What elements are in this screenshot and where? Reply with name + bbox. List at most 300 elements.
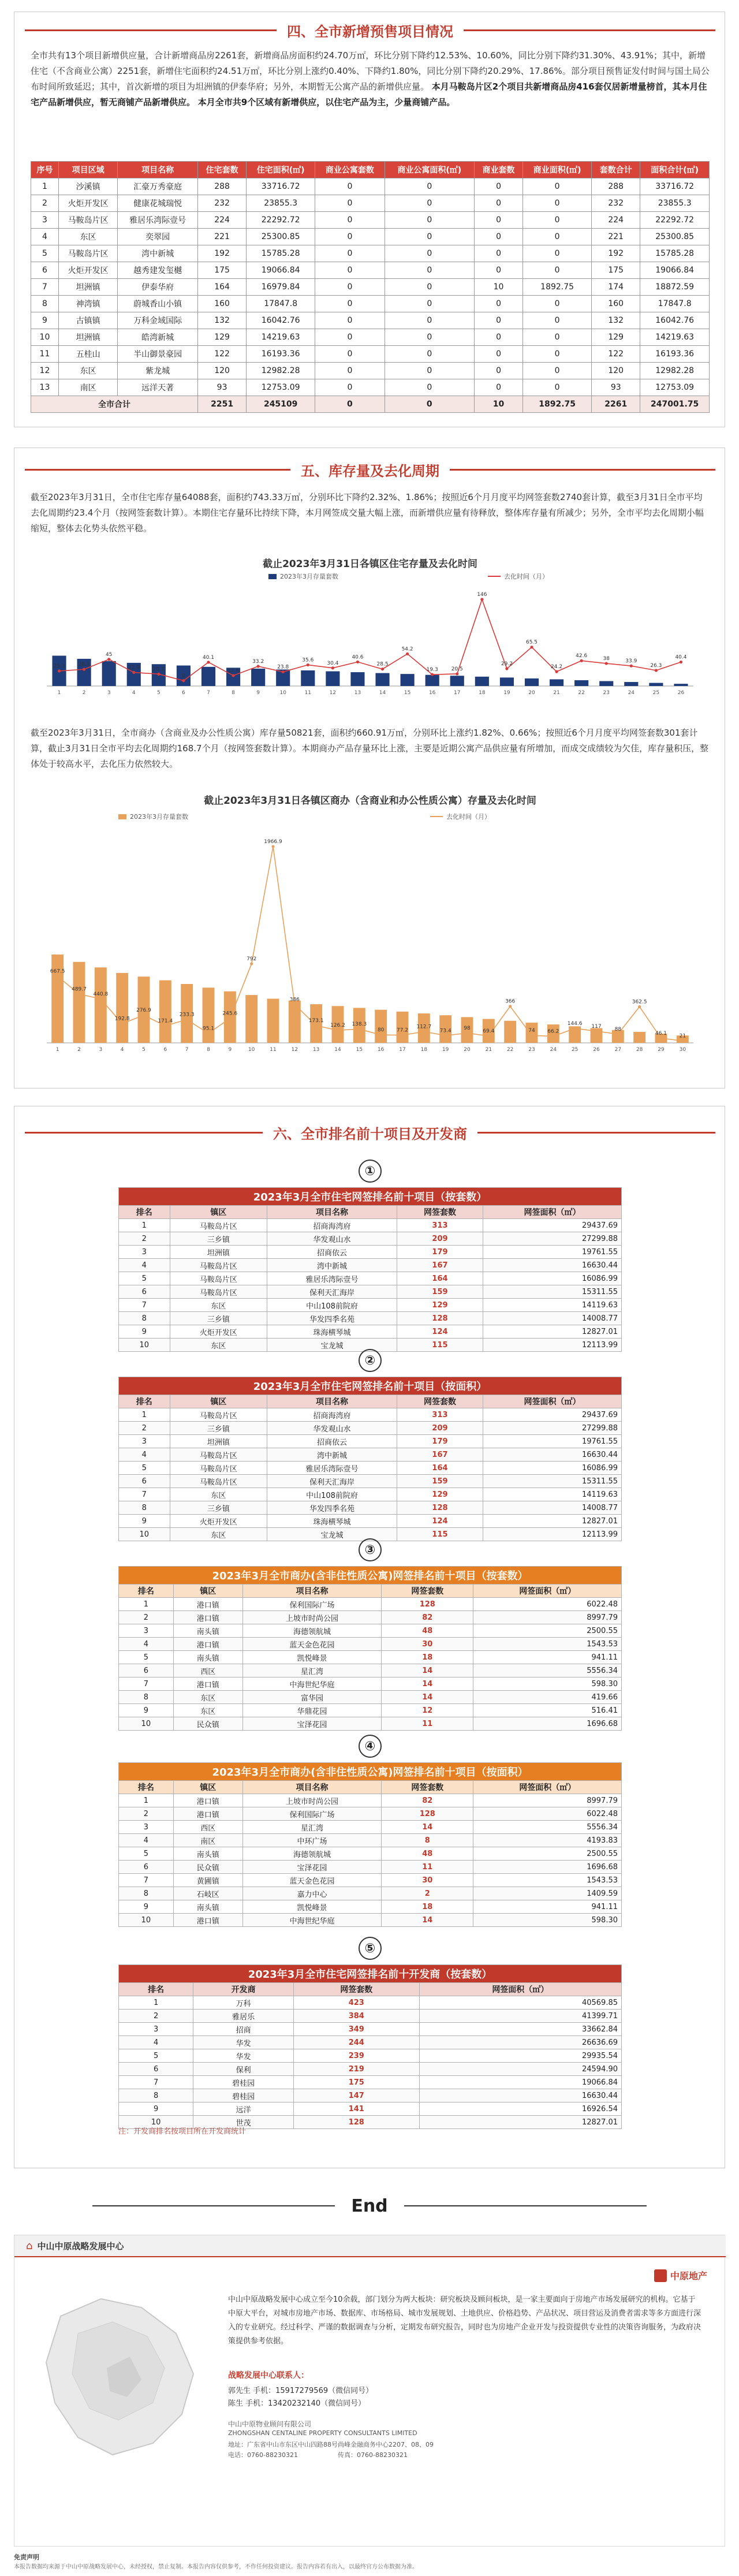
table-cell: 15785.28 xyxy=(247,245,315,262)
table-cell: 2 xyxy=(119,2010,193,2023)
table-row xyxy=(119,1285,622,1299)
column-header: 网签套数 xyxy=(382,1781,473,1794)
table-cell: 马鞍岛片区 xyxy=(170,1408,267,1422)
table-cell: 25300.85 xyxy=(640,229,710,245)
table-cell: 保利 xyxy=(193,2063,294,2076)
table-cell: 16086.99 xyxy=(483,1272,622,1285)
table-cell: 23855.3 xyxy=(247,195,315,212)
table-cell: 2500.55 xyxy=(473,1847,622,1861)
table-cell: 招商依云 xyxy=(267,1435,397,1448)
table-row xyxy=(119,1807,622,1821)
table-row xyxy=(119,2102,622,2116)
column-header: 网签面积（㎡） xyxy=(473,1781,622,1794)
line-point xyxy=(509,1005,512,1008)
table-cell: 6 xyxy=(119,2063,193,2076)
table-row xyxy=(119,1677,622,1691)
rank-table-2 xyxy=(118,1377,622,1541)
table-row xyxy=(119,1232,622,1246)
table-row xyxy=(119,1847,622,1861)
end-marker xyxy=(14,2194,725,2217)
column-header: 镇区 xyxy=(173,1781,242,1794)
table-row xyxy=(119,1325,622,1339)
table-cell: 万科 xyxy=(193,1996,294,2010)
table-cell: 南区 xyxy=(58,379,117,396)
house-icon: ⌂ xyxy=(26,2239,33,2252)
table-cell: 伊泰华府 xyxy=(118,279,198,296)
table-cell: 雅居乐湾际壹号 xyxy=(118,212,198,229)
table-cell: 0 xyxy=(315,212,385,229)
table-cell: 2261 xyxy=(592,396,640,413)
table-cell: 蓝天金色花园 xyxy=(242,1638,381,1651)
tick-label: 20 xyxy=(528,690,535,696)
table-cell: 星汇湾 xyxy=(242,1664,381,1677)
table-cell: 3 xyxy=(119,1821,174,1834)
table-cell: 48 xyxy=(382,1847,473,1861)
legend-bar-swatch xyxy=(268,574,277,579)
table-cell: 8 xyxy=(31,296,59,312)
column-header: 网签套数 xyxy=(382,1585,473,1598)
tick-label: 4 xyxy=(132,690,136,696)
end-line-left xyxy=(92,2205,335,2206)
column-header: 排名 xyxy=(119,1983,193,1996)
bar xyxy=(674,684,688,686)
table-cell: 湾中新城 xyxy=(118,245,198,262)
table-cell: 半山御景豪园 xyxy=(118,346,198,363)
line-point xyxy=(605,662,608,665)
section4-text-2: 本月马鞍岛片区2个项目共新增商品房416套仅居新增量榜首，其本月住宅产品新增供应，暂无商铺产品新增供应。 xyxy=(31,81,707,107)
data-label: 9 xyxy=(182,673,185,679)
table-cell: 8997.79 xyxy=(473,1794,622,1807)
data-label: 73.4 xyxy=(439,1028,451,1034)
table-cell: 东区 xyxy=(173,1691,242,1704)
data-label: 171.4 xyxy=(158,1018,173,1024)
line-point xyxy=(680,661,682,663)
table-header-row xyxy=(31,162,710,178)
table-cell: 华发四季名苑 xyxy=(267,1312,397,1325)
table-cell: 10 xyxy=(31,329,59,346)
table-cell: 26636.69 xyxy=(419,2036,621,2049)
table-cell: 516.41 xyxy=(473,1704,622,1717)
table-cell: 598.30 xyxy=(473,1677,622,1691)
table-cell: 5 xyxy=(119,1847,174,1861)
line-point xyxy=(555,670,558,673)
table-cell: 7 xyxy=(119,1299,170,1312)
line-point xyxy=(331,666,334,669)
table-cell: 奕翠园 xyxy=(118,229,198,245)
line-point xyxy=(573,1027,576,1030)
table-row xyxy=(119,1874,622,1887)
line-point xyxy=(282,670,285,673)
table-cell: 火炬开发区 xyxy=(58,195,117,212)
table-cell: 宝泽花园 xyxy=(242,1861,381,1874)
section4-title: 四、全市新增预售项目情况 xyxy=(14,17,726,43)
table-cell: 7 xyxy=(119,1488,170,1501)
tick-label: 17 xyxy=(454,690,461,696)
contact-1: 郭先生 手机：15917279569（微信同号） xyxy=(228,2387,374,2395)
line-point xyxy=(358,1027,361,1030)
table-row xyxy=(119,1611,622,1624)
table-cell: 古镇镇 xyxy=(58,312,117,329)
new-supply-table xyxy=(31,161,710,413)
table-cell: 6 xyxy=(119,1861,174,1874)
table-cell: 9 xyxy=(31,312,59,329)
table-cell: 132 xyxy=(592,312,640,329)
table-cell: 0 xyxy=(385,363,474,379)
data-label: 792 xyxy=(247,956,257,963)
table-cell: 0 xyxy=(523,195,592,212)
table-row xyxy=(119,1651,622,1664)
table-cell: 19761.55 xyxy=(483,1246,622,1259)
company-en: ZHONGSHAN CENTALINE PROPERTY CONSULTANTS LIMITED xyxy=(228,2429,417,2437)
bar xyxy=(95,967,107,1043)
table-cell: 0 xyxy=(315,229,385,245)
table-cell: 82 xyxy=(382,1794,473,1807)
rank-table-4-number: ④ xyxy=(359,1735,382,1758)
table-cell: 12113.99 xyxy=(483,1339,622,1352)
table-cell: 1696.68 xyxy=(473,1861,622,1874)
table-cell: 12827.01 xyxy=(419,2116,621,2129)
table-row xyxy=(31,329,710,346)
table-cell: 蔚城香山小镇 xyxy=(118,296,198,312)
line-point xyxy=(77,993,80,996)
table-cell: 华发 xyxy=(193,2049,294,2063)
bar xyxy=(375,1010,387,1043)
table-cell: 港口镇 xyxy=(173,1638,242,1651)
company-tel: 电话：0760-88230321 xyxy=(228,2451,298,2459)
table-row xyxy=(119,1717,622,1731)
table-cell: 598.30 xyxy=(473,1914,622,1927)
data-label: 19.3 xyxy=(426,667,438,673)
table-row xyxy=(119,1834,622,1847)
tick-label: 23 xyxy=(528,1047,535,1053)
table-cell: 5 xyxy=(119,1462,170,1475)
table-cell: 0 xyxy=(385,195,474,212)
tick-label: 12 xyxy=(291,1047,298,1053)
table-cell: 3 xyxy=(119,1624,174,1638)
table-row xyxy=(119,1299,622,1312)
table-cell: 12982.28 xyxy=(640,363,710,379)
table-cell: 5 xyxy=(31,245,59,262)
table-row xyxy=(119,1704,622,1717)
data-label: 35.6 xyxy=(302,657,314,663)
table-cell: 0 xyxy=(474,312,522,329)
table-cell: 0 xyxy=(315,312,385,329)
table-cell: 10 xyxy=(474,279,522,296)
table-cell: 华鼎花园 xyxy=(242,1704,381,1717)
table-cell: 16193.36 xyxy=(247,346,315,363)
table-row xyxy=(119,1246,622,1259)
table-cell: 288 xyxy=(592,178,640,195)
table-cell: 0 xyxy=(523,229,592,245)
table-cell: 48 xyxy=(382,1624,473,1638)
data-label: 40.1 xyxy=(202,654,215,661)
bar xyxy=(633,1032,645,1043)
table-cell: 160 xyxy=(592,296,640,312)
table-cell: 419.66 xyxy=(473,1691,622,1704)
table-cell: 164 xyxy=(197,279,246,296)
table-cell: 16042.76 xyxy=(247,312,315,329)
line-point xyxy=(83,668,85,671)
table-cell: 14119.63 xyxy=(483,1488,622,1501)
tick-label: 12 xyxy=(329,690,337,696)
table-cell: 马鞍岛片区 xyxy=(170,1285,267,1299)
rank-table-title: 2023年3月全市商办(含非住性质公寓)网签排名前十项目（按面积） xyxy=(119,1763,622,1781)
table-cell: 167 xyxy=(397,1448,483,1462)
data-label: 95.1 xyxy=(202,1026,215,1032)
table-cell: 175 xyxy=(293,2076,419,2089)
company-fax: 传真：0760-88230321 xyxy=(338,2451,408,2459)
table-row xyxy=(119,1475,622,1488)
table-cell: 16042.76 xyxy=(640,312,710,329)
table-cell: 雅居乐湾际壹号 xyxy=(267,1462,397,1475)
data-label: 33.2 xyxy=(252,658,264,665)
column-header: 项目名称 xyxy=(118,162,198,178)
table-cell: 14219.63 xyxy=(640,329,710,346)
table-cell: 保利国际广场 xyxy=(242,1598,381,1611)
legend-bar-label: 2023年3月存量套数 xyxy=(280,573,338,580)
data-label: 46.1 xyxy=(655,1031,667,1037)
line-point xyxy=(229,1017,232,1020)
table-cell: 192 xyxy=(197,245,246,262)
table-cell: 2 xyxy=(31,195,59,212)
table-cell: 华发观山水 xyxy=(267,1232,397,1246)
table-cell: 0 xyxy=(315,296,385,312)
table-cell: 南头镇 xyxy=(173,1847,242,1861)
footer-card xyxy=(14,2235,725,2547)
table-cell: 129 xyxy=(197,329,246,346)
table-cell: 12 xyxy=(31,363,59,379)
rank-table-title: 2023年3月全市住宅网签排名前十开发商（按套数） xyxy=(119,1965,622,1983)
table-row xyxy=(119,2063,622,2076)
table-row xyxy=(31,346,710,363)
table-cell: 石岐区 xyxy=(173,1887,242,1900)
table-cell: 313 xyxy=(397,1408,483,1422)
line-point xyxy=(655,669,658,672)
disclaimer xyxy=(14,2552,725,2570)
rank-table-3 xyxy=(118,1566,622,1731)
table-cell: 西区 xyxy=(173,1664,242,1677)
table-cell: 4 xyxy=(119,1448,170,1462)
legend-bar2-swatch xyxy=(118,814,126,819)
table-cell: 232 xyxy=(197,195,246,212)
table-cell: 16630.44 xyxy=(483,1259,622,1272)
rank-table-5-number: ⑤ xyxy=(359,1937,382,1960)
table-row xyxy=(31,279,710,296)
table-cell: 14 xyxy=(382,1821,473,1834)
rank-table-title: 2023年3月全市住宅网签排名前十项目（按面积） xyxy=(119,1377,622,1395)
table-row xyxy=(119,1624,622,1638)
table-cell: 288 xyxy=(197,178,246,195)
table-cell: 30 xyxy=(382,1874,473,1887)
table-cell: 2 xyxy=(119,1232,170,1246)
bar xyxy=(201,667,215,686)
table-row xyxy=(119,1900,622,1914)
table-row xyxy=(31,363,710,379)
table-cell: 1 xyxy=(119,1996,193,2010)
table-cell: 珠海横琴城 xyxy=(267,1515,397,1528)
data-label: 42.6 xyxy=(576,653,588,659)
column-header: 项目名称 xyxy=(242,1585,381,1598)
column-header: 排名 xyxy=(119,1206,170,1219)
tick-label: 29 xyxy=(658,1047,665,1053)
table-cell: 1409.59 xyxy=(473,1887,622,1900)
data-label: 30.4 xyxy=(327,660,339,666)
chart2-legend-bar xyxy=(118,812,188,821)
data-label: 112.7 xyxy=(416,1024,432,1030)
tick-label: 9 xyxy=(256,690,260,696)
table-cell: 22292.72 xyxy=(247,212,315,229)
table-cell: 129 xyxy=(397,1488,483,1501)
table-cell: 24594.90 xyxy=(419,2063,621,2076)
table-cell: 上坡市时尚公园 xyxy=(242,1611,381,1624)
bar xyxy=(504,1021,516,1043)
table-cell: 93 xyxy=(197,379,246,396)
line-point xyxy=(142,1014,145,1017)
table-cell: 0 xyxy=(385,178,474,195)
table-cell: 9 xyxy=(119,1515,170,1528)
table-cell: 12827.01 xyxy=(483,1515,622,1528)
line-point xyxy=(250,962,253,965)
data-label: 233.3 xyxy=(179,1012,195,1018)
table-cell: 6022.48 xyxy=(473,1807,622,1821)
table-cell: 0 xyxy=(523,346,592,363)
tick-label: 28 xyxy=(636,1047,643,1053)
table-row xyxy=(119,1448,622,1462)
tick-label: 10 xyxy=(279,690,286,696)
section4-text-1: 全市共有13个项目新增供应量，合计新增商品房2261套，新增商品房面积约24.70万㎡，环比分别下降约12.53%、10.60%，同比分别下降约31.30%、43.91%；其中，新增住宅（不含商业公寓）2251套，新增住宅面积约24.51万㎡，环比分别上涨约0.40%、下降约1.80%，同比分别下降约20.29%、17.86%。部分项目预售证发付时间与国土局公布时间所致延迟；其中，首次新增的项目为坦洲镇的伊泰华府；另外，本期暂无公寓产品的新增供应量。 xyxy=(31,50,710,92)
data-label: 45 xyxy=(105,651,113,658)
table-cell: 147 xyxy=(293,2089,419,2102)
bar xyxy=(116,973,128,1043)
tick-label: 8 xyxy=(232,690,235,696)
table-cell: 0 xyxy=(385,262,474,279)
bar xyxy=(289,1001,301,1043)
table-row xyxy=(119,1638,622,1651)
table-cell: 179 xyxy=(397,1246,483,1259)
table-cell: 东区 xyxy=(58,229,117,245)
line-point xyxy=(487,1034,490,1037)
data-label: 28.1 xyxy=(78,662,90,668)
table-cell: 蓝天金色花园 xyxy=(242,1874,381,1887)
chart1-svg xyxy=(35,582,705,709)
table-cell: 东区 xyxy=(58,363,117,379)
table-cell: 4 xyxy=(31,229,59,245)
table-cell: 1 xyxy=(119,1794,174,1807)
line-point xyxy=(157,673,160,676)
table-cell: 2251 xyxy=(197,396,246,413)
table-row xyxy=(119,1501,622,1515)
table-cell: 14 xyxy=(382,1664,473,1677)
table-cell: 1543.53 xyxy=(473,1874,622,1887)
table-cell: 0 xyxy=(385,229,474,245)
line-point xyxy=(356,661,359,663)
column-header: 镇区 xyxy=(173,1585,242,1598)
table-cell: 0 xyxy=(385,312,474,329)
table-cell: 941.11 xyxy=(473,1651,622,1664)
table-cell: 0 xyxy=(385,346,474,363)
bar xyxy=(159,981,171,1043)
line-point xyxy=(336,1029,339,1032)
chart1-legend-line xyxy=(488,572,548,581)
table-row xyxy=(119,1664,622,1677)
table-cell: 中海世纪华庭 xyxy=(242,1914,381,1927)
disclaimer-text: 本报告数据均来源于中山中原战略发展中心，未经授权，禁止复制。本报告内容仅供参考，不作任何投资建议。报告内容若有出入，以最终官方公布数据为准。 xyxy=(14,2564,418,2570)
table-cell: 南头镇 xyxy=(173,1624,242,1638)
table-cell: 232 xyxy=(592,195,640,212)
table-cell: 93 xyxy=(592,379,640,396)
data-label: 22.9 xyxy=(128,665,140,671)
table-row xyxy=(119,2076,622,2089)
table-cell: 221 xyxy=(197,229,246,245)
table-cell: 174 xyxy=(592,279,640,296)
column-header: 商业公寓套数 xyxy=(315,162,385,178)
data-label: 173.1 xyxy=(308,1018,324,1024)
table-cell: 2 xyxy=(119,1611,174,1624)
table-cell: 0 xyxy=(474,195,522,212)
tick-label: 7 xyxy=(185,1047,189,1053)
section5-card xyxy=(14,448,725,1088)
table-cell: 3 xyxy=(119,1435,170,1448)
table-cell: 19066.84 xyxy=(419,2076,621,2089)
table-cell: 5 xyxy=(119,1272,170,1285)
column-header: 项目名称 xyxy=(267,1206,397,1219)
table-cell: 马鞍岛片区 xyxy=(58,212,117,229)
table-cell: 192 xyxy=(592,245,640,262)
table-cell: 雅居乐 xyxy=(193,2010,294,2023)
bar xyxy=(574,680,588,686)
bar xyxy=(426,675,439,686)
tick-label: 6 xyxy=(182,690,185,696)
end-line-right xyxy=(404,2205,647,2206)
rank-table-5-note: 注：开发商排名按项目所在开发商统计 xyxy=(118,2127,247,2136)
bar xyxy=(102,661,116,686)
table-cell: 16630.44 xyxy=(483,1448,622,1462)
table-cell: 东区 xyxy=(170,1488,267,1501)
table-cell: 175 xyxy=(197,262,246,279)
line-point xyxy=(315,1024,318,1027)
table-cell: 2 xyxy=(119,1422,170,1435)
table-cell: 349 xyxy=(293,2023,419,2036)
table-cell: 4 xyxy=(119,2036,193,2049)
table-cell: 招商海湾府 xyxy=(267,1408,397,1422)
table-row xyxy=(119,2010,622,2023)
table-cell: 全市合计 xyxy=(31,396,198,413)
data-label: 54.2 xyxy=(401,646,413,653)
line-point xyxy=(480,598,483,601)
table-cell: 12 xyxy=(382,1704,473,1717)
table-cell: 19066.84 xyxy=(247,262,315,279)
table-cell: 18872.59 xyxy=(640,279,710,296)
tick-label: 2 xyxy=(77,1047,81,1053)
rank-table-header-row xyxy=(119,1781,622,1794)
table-cell: 港口镇 xyxy=(173,1677,242,1691)
legend-line-label: 去化时间（月） xyxy=(504,573,548,580)
tick-label: 24 xyxy=(628,690,635,696)
column-header: 镇区 xyxy=(170,1395,267,1408)
data-label: 21 xyxy=(679,1033,686,1039)
data-label: 20.5 xyxy=(451,666,463,672)
table-cell: 保利国际广场 xyxy=(242,1807,381,1821)
table-cell: 11 xyxy=(382,1717,473,1731)
report-page xyxy=(14,0,725,2576)
table-cell: 12753.09 xyxy=(640,379,710,396)
table-cell: 10 xyxy=(119,1914,174,1927)
legend-line2-label: 去化时间（月） xyxy=(446,813,491,821)
table-cell: 27299.88 xyxy=(483,1232,622,1246)
bar xyxy=(649,683,663,686)
data-label: 88 xyxy=(614,1026,622,1032)
table-cell: 招商 xyxy=(193,2023,294,2036)
